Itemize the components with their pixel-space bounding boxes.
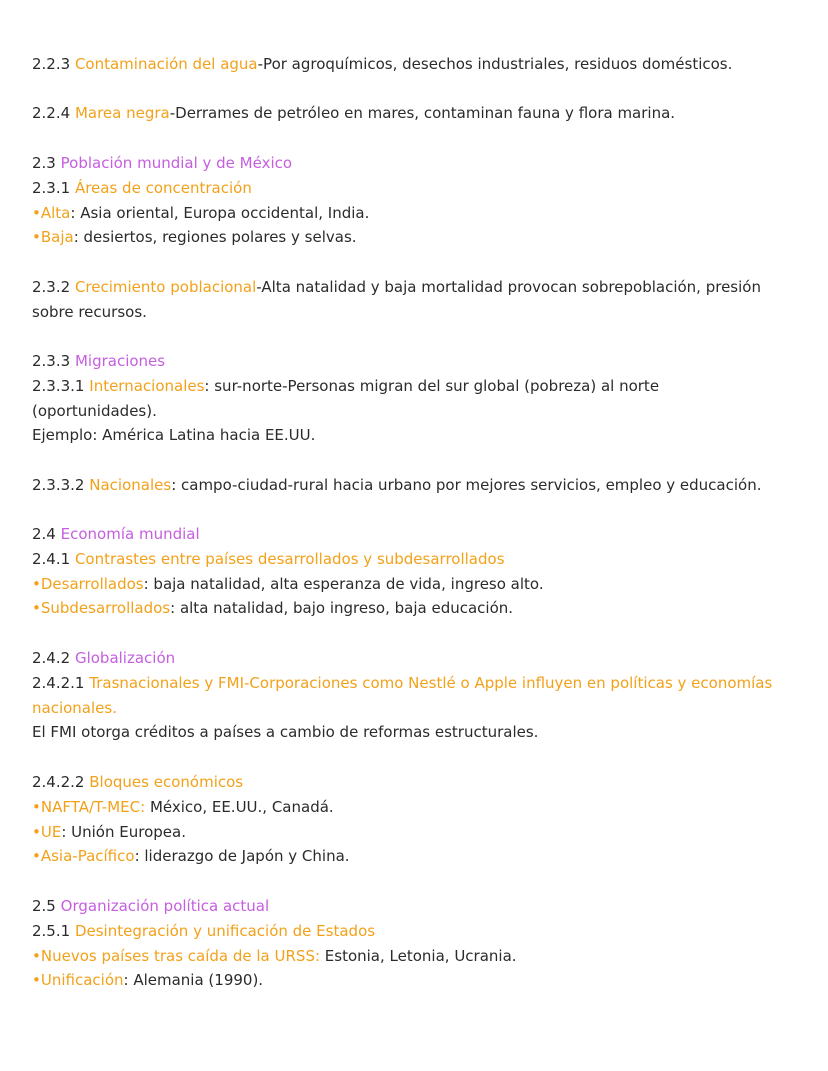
section-text: -Derrames de petróleo en mares, contaminan fauna y flora marina. (169, 104, 676, 122)
section-2-5 (32, 894, 800, 993)
heading-2-4-2-2 (32, 770, 800, 795)
bullet-text: México, EE.UU., Canadá. (145, 797, 334, 816)
bullet-text: : alta natalidad, bajo ingreso, baja educación. (170, 599, 514, 618)
list-item (32, 968, 800, 993)
bullet-dot: • (32, 847, 41, 866)
list-item (32, 844, 800, 869)
section-text: : campo-ciudad-rural hacia urbano por mejores servicios, empleo y educación. (171, 476, 762, 494)
section-text-continued: (oportunidades). (32, 401, 157, 420)
section-number: 2.3 (32, 154, 56, 172)
heading-2-4-2 (32, 646, 800, 671)
section-2-4-2-1-line (32, 671, 800, 696)
bullet-text: : Alemania (1990). (123, 971, 264, 990)
bullet-text: : liderazgo de Japón y China. (134, 847, 350, 866)
section-number: 2.3.3 (32, 352, 71, 370)
subsection-title: Bloques económicos (89, 773, 244, 791)
bullet-label: Desarrollados (40, 574, 144, 593)
bullet-label: Nuevos países tras caída de la URSS: (40, 946, 321, 965)
bullet-text: : Asia oriental, Europa occidental, India. (70, 203, 370, 222)
section-2-4-2 (32, 646, 800, 745)
section-2-3-3-2-line (32, 473, 800, 498)
section-heading: Población mundial y de México (60, 154, 293, 172)
heading-2-3-3 (32, 349, 800, 374)
section-number: 2.3.3.1 (32, 376, 85, 395)
subsection-title-continued: nacionales. (32, 698, 117, 717)
section-2-4 (32, 522, 800, 621)
subsection-title: Desintegración y unificación de Estados (74, 921, 376, 940)
section-2-3-3-1-line (32, 374, 800, 399)
section-number: 2.4.2.1 (32, 673, 85, 692)
bullet-dot: • (32, 946, 41, 965)
section-number: 2.4.2 (32, 649, 71, 667)
section-number: 2.5.1 (32, 921, 71, 940)
section-number: 2.2.4 (32, 104, 71, 122)
section-text: -Alta natalidad y baja mortalidad provocan sobrepoblación, presión (256, 278, 761, 296)
section-number: 2.4 (32, 525, 56, 543)
section-heading: Economía mundial (60, 525, 200, 543)
bullet-dot: • (32, 228, 41, 247)
bullet-dot: • (32, 971, 41, 990)
bullet-dot: • (32, 797, 41, 816)
section-2-3-2-line (32, 275, 800, 300)
section-2-2-4-line (32, 101, 800, 126)
section-heading: Globalización (74, 649, 176, 667)
section-2-2-4 (32, 101, 800, 126)
section-2-2-3-line (32, 52, 800, 77)
list-item (32, 795, 800, 820)
section-number: 2.4.2.2 (32, 773, 85, 791)
list-item (32, 572, 800, 597)
bullet-label: Asia-Pacífico (40, 847, 135, 866)
section-title: Crecimiento poblacional (74, 278, 257, 296)
bullet-dot: • (32, 599, 41, 618)
section-2-3-3-2 (32, 473, 800, 498)
subsection-title: Áreas de concentración (74, 178, 252, 197)
section-number: 2.3.2 (32, 278, 71, 296)
section-number: 2.4.1 (32, 549, 71, 568)
list-item (32, 225, 800, 250)
section-text: El FMI otorga créditos a países a cambio de reformas estructurales. (32, 723, 539, 742)
heading-2-4 (32, 522, 800, 547)
section-heading: Organización política actual (60, 897, 270, 915)
subsection-title: Contrastes entre países desarrollados y subdesarrollados (74, 549, 505, 568)
bullet-text: : desiertos, regiones polares y selvas. (73, 228, 357, 247)
list-item (32, 201, 800, 226)
section-number: 2.5 (32, 897, 56, 915)
section-text: -Por agroquímicos, desechos industriales, residuos domésticos. (257, 55, 733, 73)
section-number: 2.3.3.2 (32, 476, 85, 494)
list-item (32, 820, 800, 845)
bullet-label: Baja (40, 228, 74, 247)
bullet-text: Estonia, Letonia, Ucrania. (320, 946, 517, 965)
section-2-3-2 (32, 275, 800, 325)
bullet-text: : Unión Europea. (61, 822, 186, 841)
bullet-dot: • (32, 203, 41, 222)
section-number: 2.2.3 (32, 55, 71, 73)
section-heading: Migraciones (74, 352, 166, 370)
section-2-3 (32, 151, 800, 250)
bullet-label: NAFTA/T-MEC: (40, 797, 146, 816)
bullet-label: Alta (40, 203, 71, 222)
heading-2-3 (32, 151, 800, 176)
list-item (32, 944, 800, 969)
bullet-dot: • (32, 574, 41, 593)
heading-2-4-1 (32, 547, 800, 572)
section-2-4-2-2 (32, 770, 800, 869)
section-2-2-3 (32, 52, 800, 77)
section-title: Marea negra (74, 104, 170, 122)
example-text: Ejemplo: América Latina hacia EE.UU. (32, 426, 316, 445)
heading-2-3-1 (32, 176, 800, 201)
heading-2-5 (32, 894, 800, 919)
subsection-title: Nacionales (89, 476, 172, 494)
list-item (32, 596, 800, 621)
heading-2-5-1 (32, 919, 800, 944)
subsection-title: Internacionales (89, 376, 205, 395)
bullet-label: Subdesarrollados (40, 599, 171, 618)
section-2-3-3 (32, 349, 800, 448)
section-number: 2.3.1 (32, 178, 71, 197)
bullet-label: Unificación (40, 971, 124, 990)
section-title: Contaminación del agua (74, 55, 258, 73)
section-text-continued: sobre recursos. (32, 302, 147, 321)
bullet-dot: • (32, 822, 41, 841)
bullet-label: UE (40, 822, 62, 841)
section-text: : sur-norte-Personas migran del sur global (pobreza) al norte (204, 376, 660, 395)
bullet-text: : baja natalidad, alta esperanza de vida, ingreso alto. (143, 574, 544, 593)
subsection-title: Trasnacionales y FMI-Corporaciones como Nestlé o Apple influyen en políticas y economías (89, 673, 773, 692)
